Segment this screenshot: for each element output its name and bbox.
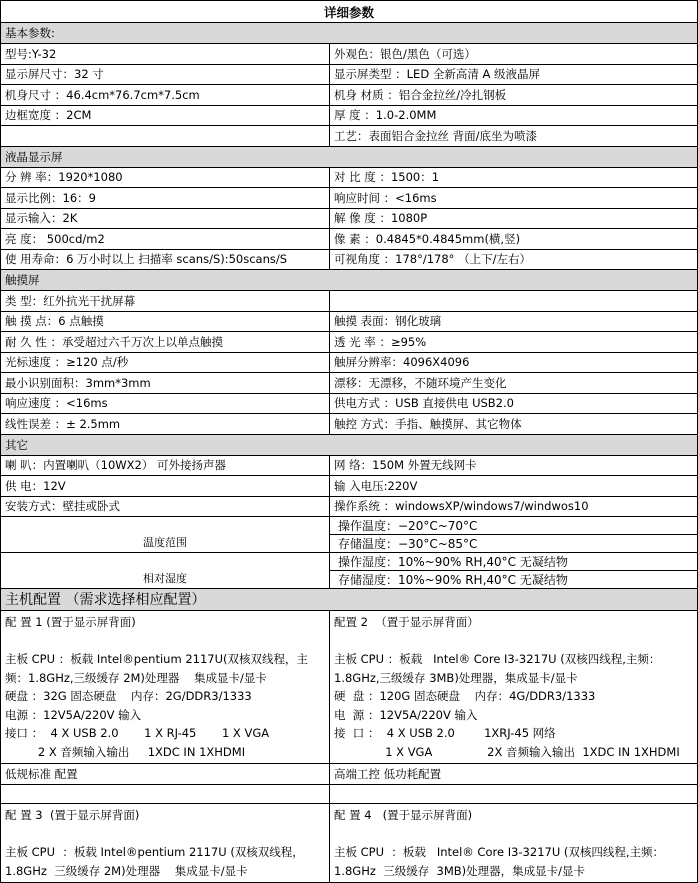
lcd-cell: 响应时间 ：<16ms: [334, 190, 437, 205]
config-line: [5, 632, 325, 651]
basic-cell: 显示屏尺寸：32 寸: [1, 65, 330, 85]
basic-cell: 边框宽度 ：2CM: [1, 106, 330, 126]
section-basic: [1, 23, 697, 44]
basic-cell: [1, 126, 330, 146]
sheet-title: [1, 1, 697, 23]
other-cell: 网 络：150M 外置无线网卡: [334, 458, 477, 473]
other-row: [1, 456, 697, 477]
basic-cell: 厚 度 ：1.0-2.0MM: [334, 108, 437, 123]
env-label: 相对湿度: [1, 553, 330, 588]
config-line: 主板 CPU ：板载 Intel®pentium 2117U(双核双线程，主频：1.8GHz,三级缓存 2M)处理器 集成显卡/显卡: [5, 652, 308, 685]
basic-row: [1, 85, 697, 106]
lcd-cell: 可视角度 ：178°/178° （上下/左右）: [334, 252, 531, 267]
touch-row: [1, 394, 697, 415]
other-cell: 安装方式：壁挂或卧式: [1, 497, 330, 517]
touch-cell: 最小识别面积：3mm*3mm: [1, 373, 330, 393]
section-touch-label: 触摸屏: [5, 273, 40, 287]
touch-cell: [330, 291, 697, 311]
sheet-title-text: 详细参数: [323, 4, 374, 20]
lcd-row: [1, 250, 697, 271]
other-row: [1, 476, 697, 497]
lcd-row: [1, 188, 697, 209]
basic-cell: 外观色：银色/黑色（可选）: [334, 46, 476, 61]
touch-cell: 触控 方式：手指、触摸屏、其它物体: [334, 416, 522, 431]
blank-row: [1, 785, 697, 805]
config-note-row: [1, 764, 697, 785]
touch-row: [1, 332, 697, 353]
other-rows: [1, 456, 697, 518]
touch-cell: 类 型：红外抗光干扰屏幕: [1, 291, 330, 311]
basic-row: [1, 126, 697, 147]
env-row-temperature: [1, 517, 697, 553]
lcd-row: [1, 168, 697, 189]
env-row-humidity: [1, 553, 697, 589]
lcd-rows: [1, 168, 697, 271]
config-line: 主板 CPU ：板载 Intel® Core I3-3217U (双核四线程,主频：1.8GHz,三级缓存 3MB)处理器，集成显卡/显卡: [334, 652, 661, 685]
touch-cell: 触摸 表面：钢化玻璃: [334, 314, 442, 329]
basic-row: [1, 106, 697, 127]
config-row-1-2: [1, 611, 697, 764]
config-line: [334, 632, 693, 651]
config-line: [334, 825, 693, 844]
other-row: [1, 497, 697, 518]
basic-cell: 型号:Y-32: [1, 44, 330, 64]
touch-cell: 线性误差 ：± 2.5mm: [1, 414, 330, 434]
env-value: 操作湿度：10%~90% RH,40°C 无凝结物: [338, 554, 568, 569]
config-line: 配置 2 （置于显示屏背面）: [334, 615, 479, 629]
config-line: 接 口 ： 4 X USB 2.0 1XRJ-45 网络: [334, 726, 556, 740]
lcd-cell: 显示输入：2K: [1, 209, 330, 229]
lcd-cell: 解 像 度 ：1080P: [334, 211, 428, 226]
touch-cell: 漂移：无漂移，不随环境产生变化: [334, 375, 507, 390]
config-line: 主板 CPU ：板载 Intel® Core I3-3217U (双核四线程,主频：1.8GHz 三级缓存 3MB)处理器，集成显卡/显卡: [334, 845, 665, 878]
lcd-cell: 显示比例：16：9: [1, 188, 330, 208]
config-row-3-4: [1, 804, 697, 883]
touch-row: [1, 312, 697, 333]
config-line: 2 X 音频输入输出 1XDC IN 1XHDMI: [5, 744, 246, 759]
config-line: 1 X VGA 2X 音频输入输出 1XDC IN 1XHDMI: [334, 744, 680, 759]
config-line: 配 置 3 (置于显示屏背面): [5, 808, 140, 822]
config-line: 硬 盘 ：120G 固态硬盘 内存：4G/DDR3/1333: [334, 689, 596, 703]
config-line: 硬盘 ：32G 固态硬盘 内存：2G/DDR3/1333: [5, 689, 252, 703]
touch-cell: 供电方式 ：USB 直接供电 USB2.0: [334, 396, 514, 411]
config-line: [5, 825, 325, 844]
env-label: 温度范围: [1, 517, 330, 552]
config-line: 电 源 ：12V5A/220V 输入: [334, 707, 478, 722]
other-cell: 供 电：12V: [1, 476, 330, 496]
env-values: [330, 517, 697, 552]
section-host: [1, 589, 697, 611]
lcd-row: [1, 209, 697, 230]
section-touch: [1, 270, 697, 291]
config-3: [1, 804, 330, 882]
touch-cell: 响应速度 ：<16ms: [1, 394, 330, 414]
config-4: [330, 804, 697, 882]
env-value: 存储温度：−30°C~85°C: [330, 534, 697, 552]
basic-cell: 显示屏类型 ：LED 全新高清 A 级液晶屏: [334, 67, 541, 82]
touch-rows: [1, 291, 697, 435]
config-line: 配 置 1 (置于显示屏背面): [5, 615, 136, 629]
env-value: 操作温度：−20°C~70°C: [338, 518, 478, 533]
touch-row: [1, 373, 697, 394]
other-cell: 喇 叭：内置喇叭（10WX2） 可外接扬声器: [1, 456, 330, 476]
lcd-cell: 亮 度： 500cd/m2: [1, 229, 330, 249]
section-lcd-label: 液晶显示屏: [5, 149, 63, 164]
config-2: [330, 611, 697, 763]
config-1-note: 低规标准 配置: [1, 764, 330, 784]
touch-cell: 触 摸 点：6 点触摸: [1, 312, 330, 332]
env-values: [330, 553, 697, 588]
config-2-note: 高端工控 低功耗配置: [334, 766, 442, 781]
touch-cell: 触屏分辨率：4096X4096: [334, 355, 470, 370]
touch-cell: 耐 久 性 ：承受超过六千万次上以单点触摸: [1, 332, 330, 352]
basic-cell: 工艺：表面铝合金拉丝 背面/底坐为喷漆: [334, 128, 538, 143]
lcd-row: [1, 229, 697, 250]
config-line: 电源 ：12V5A/220V 输入: [5, 707, 142, 722]
config-1: [1, 611, 330, 763]
env-value: 存储湿度：10%~90% RH,40°C 无凝结物: [330, 570, 697, 588]
lcd-cell: 像 素 ：0.4845*0.4845mm(横,竖): [334, 231, 521, 246]
other-cell: 输 入电压:220V: [334, 478, 418, 493]
section-host-label: 主机配置 （需求选择相应配置）: [5, 591, 206, 608]
touch-cell: 光标速度 ：≥120 点/秒: [1, 353, 330, 373]
section-other: [1, 435, 697, 456]
basic-cell: 机身尺寸 ：46.4cm*76.7cm*7.5cm: [1, 85, 330, 105]
touch-cell: 透 光 率 ：≥95%: [334, 334, 427, 349]
lcd-cell: 分 辨 率：1920*1080: [1, 168, 330, 188]
config-line: 接口 ： 4 X USB 2.0 1 X RJ-45 1 X VGA: [5, 726, 270, 740]
touch-row: [1, 414, 697, 435]
basic-rows: [1, 44, 697, 147]
basic-cell: 机身 材质 ：铝合金拉丝/冷扎钢板: [334, 87, 507, 102]
section-lcd: [1, 147, 697, 168]
basic-row: [1, 44, 697, 65]
lcd-cell: 使 用寿命：6 万小时以上 扫描率 scans/S):50scans/S: [1, 250, 330, 270]
config-line: 配 置 4 (置于显示屏背面): [334, 808, 473, 822]
blank-cell: [1, 785, 330, 804]
section-other-label: 其它: [5, 437, 28, 452]
lcd-cell: 对 比 度 ：1500：1: [334, 170, 440, 185]
blank-cell: [330, 785, 697, 804]
touch-row: [1, 353, 697, 374]
basic-row: [1, 65, 697, 86]
section-basic-label: 基本参数:: [5, 26, 55, 40]
config-line: 主板 CPU ：板载 Intel®pentium 2117U (双核双线程，1.8GHz 三级缓存 2M)处理器 集成显卡/显卡: [5, 845, 304, 878]
other-cell: 操作系统 ：windowsXP/windows7/windwos10: [334, 499, 589, 514]
touch-row: [1, 291, 697, 312]
